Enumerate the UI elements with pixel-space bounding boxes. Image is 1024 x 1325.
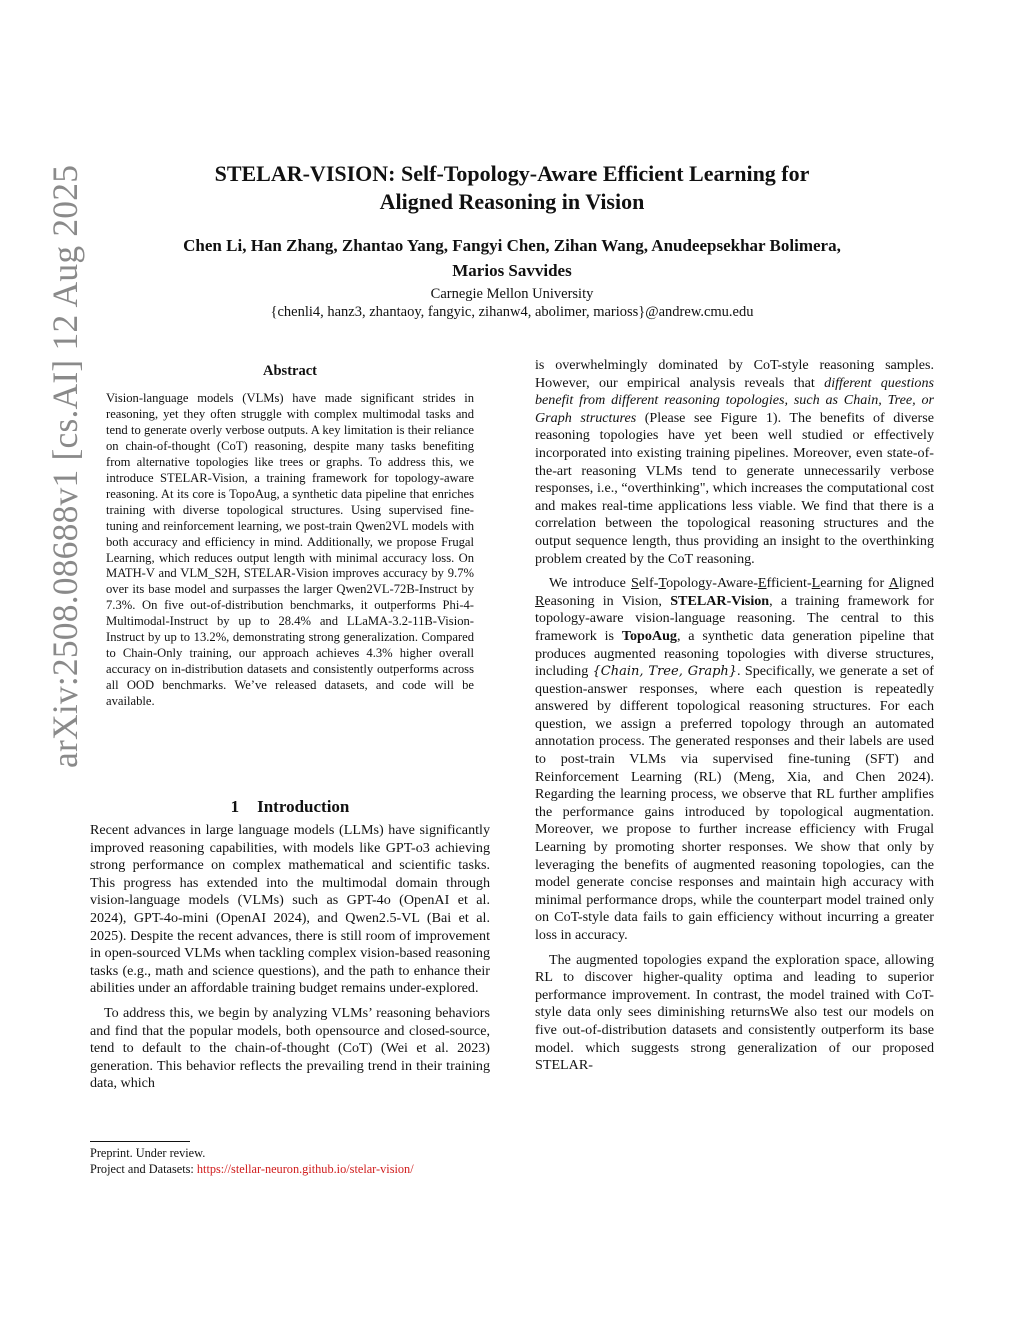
intro-paragraph-1: Recent advances in large language models (LLMs) have significantly improved reasoning capabilities, with models like GPT-o3 achieving strong performance on complex mathematical and scientific tasks. This progress has extended into the multimodal domain through vision-language models (VLMs) such as GPT-4o (OpenAI et al. 2024), GPT-4o-mini (OpenAI 2024), and Qwen2.5-VL (Bai et al. 2025). Despite the recent advances, there is still room of improvement in open-sourced VLMs when tackling complex vision-based reasoning tasks (e.g., math and science questions), and the path to enhance their abilities under an affordable training budget remains under-explored. xyxy=(90,822,490,997)
text-span: We introduce xyxy=(549,575,632,592)
text-span: ligned xyxy=(898,575,934,592)
footnote-project-label: Project and Datasets: xyxy=(90,1162,197,1176)
pipeline-name: TopoAug xyxy=(621,627,677,644)
text-span: is overwhelmingly dominated by CoT-style reasoning samples. However, our empirical analysis reveals that xyxy=(535,357,934,391)
arxiv-identifier: arXiv:2508.08688v1 [cs.AI] 12 Aug 2025 xyxy=(45,164,85,768)
affiliation-block xyxy=(90,285,934,321)
text-span: opology-Aware- xyxy=(666,575,758,592)
affiliation: Carnegie Mellon University xyxy=(430,286,594,302)
acronym-letter: T xyxy=(658,575,667,592)
left-column-body xyxy=(90,822,490,1093)
right-paragraph-2 xyxy=(535,575,934,944)
project-link[interactable]: https://stellar-neuron.github.io/stelar-vision/ xyxy=(196,1162,414,1176)
math-set: {Chain, Tree, Graph} xyxy=(592,664,738,680)
acronym-letter: L xyxy=(811,575,821,592)
title-line-1: STELAR-VISION: Self-Topology-Aware Efficient Learning for xyxy=(214,161,810,186)
abstract-text: Vision-language models (VLMs) have made significant strides in reasoning, yet they often struggle with complex multimodal tasks and tend to generate overly verbose outputs. A key limitation is their reliance on chain-of-thought (CoT) reasoning, despite many tasks benefiting from alternative topologies like trees or graphs. To address this, we introduce STELAR-Vision, a training framework for topology-aware reasoning. At its core is TopoAug, a synthetic data pipeline that enriches training with diverse topological structures. Using supervised fine-tuning and reinforcement learning, we post-train Qwen2VL models with both accuracy and efficiency in mind. Additionally, we propose Frugal Learning, which reduces output length with minimal accuracy loss. On MATH-V and VLM_S2H, STELAR-Vision improves accuracy by 9.7% over its base model and surpasses the larger Qwen2VL-72B-Instruct by 7.3%. On five out-of-distribution benchmarks, it outperforms Phi-4-Multimodal-Instruct by up to 28.4% and LLaMA-3.2-11B-Vision-Instruct by up to 13.2%, demonstrating strong generalization. Compared to Chain-Only training, our approach achieves 4.3% higher overall accuracy on in-distribution datasets and consistently outperforms across all OOD benchmarks. We’ve released datasets, and code will be available. xyxy=(106,391,474,709)
abstract-heading: Abstract xyxy=(263,363,317,379)
right-column-body xyxy=(535,357,934,1075)
paper-title xyxy=(90,160,934,216)
acronym-letter: E xyxy=(757,575,767,592)
authors-line-1: Chen Li, Han Zhang, Zhantao Yang, Fangyi Chen, Zihan Wang, Anudeepsekhar Bolimera, xyxy=(183,236,841,255)
acronym-letter: R xyxy=(535,592,545,609)
title-line-2: Aligned Reasoning in Vision xyxy=(379,189,645,214)
text-span: . Specifically, we generate a set of question-answer responses, where each question is repeatedly answered by different topological reasoning structures. For each question, we assign a preferred topology through an automated annotation process. The generated responses and their labels are used to post-train VLMs via supervised fine-tuning (SFT) and Reinforcement Learning (RL) (Meng, Xia, and Chen 2024). Regarding the learning process, we observe that RL further amplifies the performance gains introduced by topological augmentation. Moreover, we propose to further increase efficiency with Frugal Learning by promoting shorter responses. We show that only by leveraging the benefits of augmented reasoning topologies, can the model generate concise responses and maintain high accuracy with minimal performance drops, while the counterpart model trained only on CoT-style data fails to gain efficiency without incurring a greater loss in accuracy. xyxy=(535,663,934,943)
text-span: elf- xyxy=(638,575,659,592)
text-span: , a training framework for topology-aware vision-language reasoning. The central to this framework is xyxy=(535,592,934,644)
framework-name: STELAR-Vision xyxy=(670,592,770,609)
emphasis-text: different questions benefit from different reasoning topologies, such as Chain, Tree, or Graph structures xyxy=(535,374,934,426)
section-heading-introduction xyxy=(90,797,490,817)
authors-line-2: Marios Savvides xyxy=(452,261,572,280)
text-span: easoning in Vision, xyxy=(544,592,671,609)
section-title: Introduction xyxy=(257,797,350,816)
right-paragraph-3: The augmented topologies expand the exploration space, allowing RL to discover higher-quality optima and leading to superior performance improvement. In contrast, the model trained with CoT-style data only sees diminishing returnsWe also test our models on five out-of-distribution datasets and consistently outperform its base model. which suggests strong generalization of our proposed STELAR- xyxy=(535,951,934,1074)
right-paragraph-1 xyxy=(535,357,934,568)
section-number: 1 xyxy=(230,797,240,816)
text-span: , a synthetic data generation pipeline that produces augmented reasoning topologies with diverse structures, including xyxy=(535,627,934,680)
footnote-project xyxy=(90,1161,510,1177)
footnote-divider xyxy=(90,1141,190,1142)
author-list xyxy=(90,233,934,283)
text-span: fficient- xyxy=(766,575,812,592)
author-emails: {chenli4, hanz3, zhantaoy, fangyic, zihanw4, abolimer, marioss}@andrew.cmu.edu xyxy=(270,304,754,320)
intro-paragraph-2: To address this, we begin by analyzing VLMs’ reasoning behaviors and find that the popular models, both opensource and closed-source, tend to default to the chain-of-thought (CoT) (Wei et al. 2023) generation. This behavior reflects the prevailing trend in their training data, which xyxy=(90,1004,490,1092)
text-span: (Please see Figure 1). The benefits of diverse reasoning topologies have yet been well studied or effectively incorporated into existing training pipelines. Moreover, even state-of-the-art reasoning VLMs tend to generate unnecessarily verbose responses, i.e., “overthinking", which increases the computational cost and makes real-time applications less viable. We find that there is a correlation between the topological reasoning structures and the output sequence length, thus providing an insight to the overthinking problem created by the CoT reasoning. xyxy=(535,409,934,567)
footnote-preprint: Preprint. Under review. xyxy=(90,1146,206,1160)
acronym-letter: S xyxy=(631,575,639,592)
text-span: earning for xyxy=(820,575,889,592)
footnotes xyxy=(90,1145,510,1177)
acronym-letter: A xyxy=(888,575,899,592)
